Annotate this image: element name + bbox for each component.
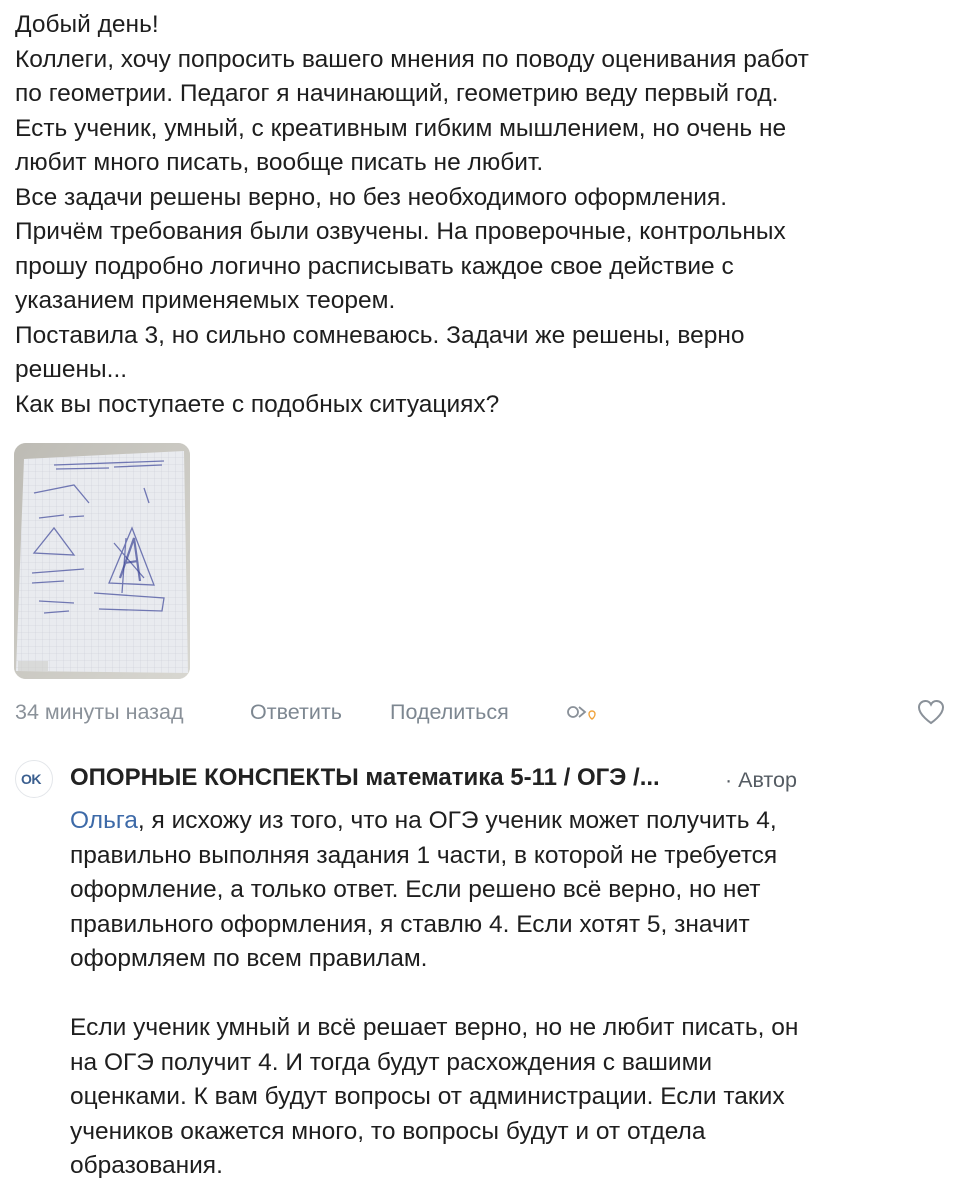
post-meta-row: [15, 698, 950, 728]
post-line: указанием применяемых теорем.: [15, 287, 396, 314]
avatar-label: OK: [21, 771, 41, 787]
author-name-link[interactable]: ОПОРНЫЕ КОНСПЕКТЫ математика 5-11 / ОГЭ /...: [70, 764, 660, 791]
reply-line: учеников окажется много, то вопросы будут и от отдела: [70, 1117, 706, 1145]
reply-line: на ОГЭ получит 4. И тогда будут расхождения с вашими: [70, 1048, 713, 1076]
reply-button[interactable]: Ответить: [250, 700, 342, 724]
reply-line: оформление, а только ответ. Если решено всё верно, но нет: [70, 876, 761, 903]
reply-line: оформляем по всем правилам.: [70, 945, 428, 972]
post-line: Коллеги, хочу попросить вашего мнения по поводу оценивания работ: [15, 45, 809, 73]
post-line: Поставила 3, но сильно сомневаюсь. Задачи же решены, верно: [15, 321, 745, 349]
reply-first-line-text: , я исхожу из того, что на ОГЭ ученик может получить 4,: [137, 807, 777, 834]
notebook-photo-image: [14, 443, 190, 679]
reply-text: [70, 804, 930, 1184]
reply-line: образования.: [70, 1152, 223, 1179]
post-line: Все задачи решены верно, но без необходимого оформления.: [15, 183, 728, 211]
reply-line: правильно выполняя задания 1 части, в которой не требуется: [70, 841, 778, 869]
reply-line: [70, 804, 930, 839]
share-button[interactable]: Поделиться: [390, 700, 509, 724]
heart-icon[interactable]: [916, 698, 946, 732]
post-line: Добый день!: [15, 11, 159, 38]
post-line: прошу подробно логично расписывать каждое свое действие с: [15, 252, 734, 280]
post-line: Как вы поступаете с подобных ситуациях?: [15, 390, 500, 418]
author-line: [70, 764, 660, 792]
reply-line: оценками. К вам будут вопросы от администрации. Если таких: [70, 1083, 785, 1110]
paragraph-gap: [70, 977, 930, 1012]
notebook-photo-attachment[interactable]: [14, 443, 190, 679]
ok-reaction-icon[interactable]: [565, 701, 601, 731]
reply-line: Если ученик умный и всё решает верно, но не любит писать, он: [70, 1014, 799, 1041]
reply-line: правильного оформления, я ставлю 4. Если хотят 5, значит: [70, 910, 750, 938]
post-line: Есть ученик, умный, с креативным гибким мышлением, но очень не: [15, 114, 787, 142]
post-line: по геометрии. Педагог я начинающий, геометрию веду первый год.: [15, 80, 779, 107]
author-badge: · Автор: [725, 768, 797, 792]
post-line: решены...: [15, 356, 128, 383]
post-line: Причём требования были озвучены. На проверочные, контрольных: [15, 218, 786, 245]
post-text: [15, 8, 950, 422]
mention-link[interactable]: Ольга: [70, 807, 138, 834]
post-line: любит много писать, вообще писать не любит.: [15, 149, 544, 176]
author-avatar[interactable]: [15, 760, 53, 798]
post-timestamp: 34 минуты назад: [15, 700, 184, 724]
